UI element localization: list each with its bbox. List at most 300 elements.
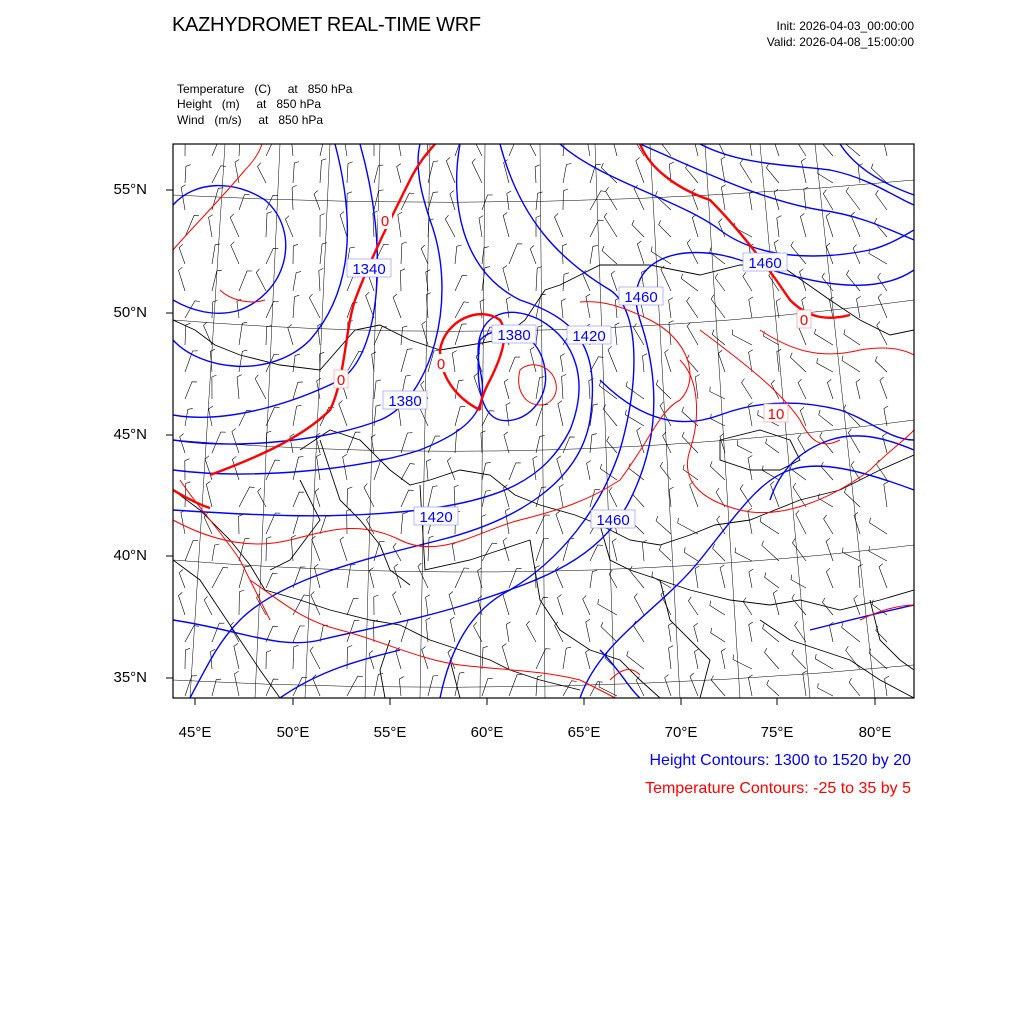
wind-barb — [711, 628, 725, 642]
wind-barb — [590, 434, 597, 453]
wind-barb — [800, 214, 806, 238]
wind-barb — [401, 349, 412, 372]
wind-barb — [790, 464, 806, 480]
wind-barb — [743, 272, 752, 291]
wind-barb — [340, 537, 347, 561]
height-label-1460-north: 1460 — [624, 289, 658, 306]
height-label-1380: 1380 — [388, 393, 422, 410]
wind-barb — [422, 321, 428, 345]
wind-barb — [212, 679, 221, 696]
wind-barb — [291, 135, 296, 156]
wind-barb — [710, 601, 725, 615]
wind-barb — [482, 411, 494, 426]
wind-barb — [634, 593, 644, 615]
wind-barb — [179, 592, 186, 615]
wind-barb — [204, 513, 212, 534]
wind-barb — [293, 162, 299, 183]
wind-barb — [455, 324, 467, 345]
wind-barb — [398, 136, 402, 156]
lon-label-55: 55°E — [373, 724, 407, 741]
wind-barb — [687, 322, 698, 345]
wind-barb — [815, 654, 833, 669]
wind-barb — [234, 643, 239, 669]
wind-barb — [320, 214, 325, 237]
wind-barb — [258, 488, 266, 507]
wind-barb — [712, 330, 725, 345]
wind-barb — [528, 137, 536, 156]
wind-barb — [796, 510, 806, 534]
wind-barb — [824, 515, 833, 534]
wind-barb — [798, 379, 806, 399]
wind-barb — [777, 216, 782, 237]
wind-barb — [606, 187, 617, 210]
wind-barb — [428, 192, 438, 210]
wind-barb — [844, 488, 860, 507]
wind-barb — [590, 245, 598, 264]
wind-barb — [266, 135, 281, 156]
wind-barb — [720, 565, 725, 588]
wind-barb — [239, 514, 244, 534]
wind-barb — [615, 323, 619, 345]
wind-barb — [558, 401, 563, 426]
lon-label-50: 50°E — [276, 724, 310, 741]
wind-barb — [266, 650, 271, 669]
wind-barb — [590, 191, 606, 210]
wind-barb — [347, 564, 356, 588]
wind-barb — [293, 457, 303, 481]
wind-barb — [586, 649, 590, 669]
wind-barb — [821, 137, 834, 156]
height-label-1460-ne: 1460 — [748, 255, 782, 272]
wind-barb — [555, 622, 563, 642]
wind-barb — [749, 191, 753, 210]
wind-barb — [562, 374, 567, 399]
wind-barb — [293, 516, 303, 534]
height-label-1420: 1420 — [419, 509, 453, 526]
wind-barb — [179, 570, 185, 589]
wind-barb — [530, 246, 536, 265]
wind-barb — [611, 271, 617, 291]
wind-barb — [590, 357, 603, 372]
lon-label-45: 45°E — [178, 724, 212, 741]
wind-barb — [401, 242, 407, 264]
wind-barb — [426, 270, 430, 291]
wind-barb — [715, 274, 725, 291]
wind-barb — [369, 651, 374, 670]
wind-barb — [428, 676, 438, 697]
wind-barb — [401, 433, 412, 453]
wind-barb — [587, 135, 591, 156]
wind-barb — [206, 481, 212, 507]
wind-barb — [315, 488, 320, 507]
wind-barb — [239, 271, 252, 291]
wind-barb — [428, 486, 438, 507]
wind-barb — [231, 242, 239, 264]
temp-label-0-b: 0 — [336, 372, 346, 389]
wind-barb — [846, 270, 860, 291]
wind-barb — [455, 275, 467, 291]
wind-barb — [762, 465, 779, 480]
wind-barb — [179, 244, 185, 264]
wind-barb — [635, 137, 644, 156]
wind-barb — [669, 487, 673, 507]
wind-barb — [418, 563, 428, 588]
map-frame — [173, 144, 914, 698]
wind-barb — [762, 541, 779, 561]
lat-label-35: 35°N — [113, 669, 147, 686]
wind-barb — [879, 564, 887, 588]
wind-barb — [748, 456, 752, 481]
wind-barb — [239, 590, 244, 615]
wind-barb — [869, 249, 887, 265]
wind-barb — [205, 456, 212, 480]
wind-barb — [400, 269, 405, 291]
wind-barb — [482, 490, 491, 507]
temperature-contours — [173, 144, 914, 698]
wind-barb — [732, 330, 752, 345]
lat-label-55: 55°N — [113, 181, 147, 198]
height-label-1420-east: 1420 — [572, 328, 606, 345]
height-contour-labels — [347, 253, 787, 529]
wind-barb — [339, 401, 347, 427]
wind-barb — [530, 347, 536, 372]
wind-barb — [401, 490, 414, 507]
wind-barb — [293, 405, 302, 426]
wind-barb — [688, 597, 698, 615]
wind-barb — [767, 680, 779, 696]
wind-barb — [870, 518, 888, 534]
wind-barb — [450, 191, 455, 210]
wind-barb — [792, 594, 806, 615]
wind-barb — [502, 644, 509, 670]
wind-barb — [562, 244, 567, 264]
wind-barb — [599, 381, 617, 399]
wind-barb — [482, 195, 493, 210]
wind-barb — [668, 623, 672, 642]
wind-barb — [482, 515, 487, 534]
wind-barb — [563, 189, 568, 210]
wind-barb — [319, 268, 324, 291]
wind-barb — [310, 647, 320, 669]
wind-barb — [347, 598, 359, 615]
wind-barb — [185, 648, 190, 669]
wind-barb — [849, 678, 860, 696]
wind-barb — [818, 493, 833, 507]
height-label-1340: 1340 — [352, 261, 386, 278]
wind-barb — [256, 269, 266, 291]
lon-label-70: 70°E — [664, 724, 698, 741]
wind-barb — [180, 434, 185, 453]
lat-label-45: 45°N — [113, 426, 147, 443]
wind-barb — [590, 570, 597, 588]
wind-barb — [266, 573, 278, 588]
wind-barb — [608, 346, 617, 372]
wind-barb — [695, 566, 699, 588]
wind-barb — [450, 617, 455, 642]
wind-barb — [876, 190, 887, 210]
wind-barb — [293, 595, 309, 615]
wind-barb — [561, 299, 565, 318]
wind-barb — [374, 674, 383, 697]
wind-barb — [185, 134, 190, 156]
wind-barb — [314, 191, 320, 210]
wind-barb — [472, 159, 482, 183]
wind-barb — [735, 548, 752, 562]
wind-barb — [627, 651, 644, 669]
wind-barb — [311, 591, 320, 615]
wind-barb — [421, 245, 428, 264]
wind-barb — [482, 462, 491, 480]
wind-barb — [533, 456, 537, 480]
wind-barb — [293, 626, 305, 642]
wind-barb — [285, 216, 293, 237]
wind-barb — [293, 272, 301, 291]
wind-barb — [559, 484, 563, 507]
wind-barb — [506, 403, 510, 427]
wind-barb — [791, 241, 806, 264]
wind-barb — [212, 544, 219, 561]
wind-barb — [817, 358, 833, 372]
wind-barb — [536, 192, 543, 210]
height-legend: Height Contours: 1300 to 1520 by 20 — [649, 752, 911, 769]
wind-barb — [843, 548, 860, 562]
wind-barb — [536, 597, 548, 615]
wind-barb — [506, 622, 510, 642]
wind-barb — [719, 219, 725, 237]
wind-barb — [393, 294, 401, 318]
wind-barb — [398, 212, 402, 237]
wind-barb — [212, 432, 226, 453]
wind-barb — [185, 382, 197, 399]
wind-barb — [347, 487, 352, 507]
wind-barb — [239, 195, 250, 210]
wind-barb — [364, 484, 374, 507]
wind-barb — [181, 510, 185, 534]
wind-barb — [766, 438, 779, 453]
wind-barb — [344, 137, 348, 156]
wind-barb — [846, 187, 860, 210]
wind-barb — [255, 375, 266, 399]
wind-barb — [503, 266, 509, 292]
wind-barb — [481, 431, 486, 453]
wind-barb — [445, 215, 455, 237]
wind-barb — [586, 294, 590, 318]
wind-barb — [266, 513, 280, 534]
wind-barb — [185, 459, 190, 480]
wind-barb — [204, 596, 212, 615]
wind-barb — [643, 354, 648, 372]
wind-barb — [590, 682, 603, 696]
wind-barb — [374, 136, 379, 156]
wind-barb — [711, 676, 725, 697]
wind-barb — [237, 299, 241, 318]
wind-barb — [678, 518, 698, 534]
wind-barb — [239, 322, 247, 345]
wind-barb — [602, 246, 617, 264]
init-time: Init: 2026-04-03_00:00:00 — [776, 19, 914, 33]
wind-barb — [637, 427, 644, 453]
wind-barb — [234, 671, 239, 696]
wind-barb — [609, 487, 617, 507]
wind-barb — [563, 538, 574, 561]
wind-barb — [509, 675, 522, 697]
wind-barb — [373, 620, 378, 642]
lat-label-40: 40°N — [113, 547, 147, 564]
wind-barb — [827, 379, 833, 399]
wind-barb — [773, 590, 779, 615]
wind-barb — [320, 243, 327, 264]
wind-barb — [586, 619, 590, 642]
wind-barb — [694, 623, 698, 642]
wind-barb — [266, 325, 271, 345]
wind-barb — [232, 429, 239, 454]
wind-barb — [630, 566, 644, 588]
wind-barb — [506, 297, 510, 318]
wind-barb — [452, 542, 456, 561]
wind-barb — [399, 677, 404, 696]
wind-barb — [733, 655, 752, 669]
wind-barb — [309, 294, 320, 318]
wind-barb — [426, 595, 430, 615]
temp-label-10: 10 — [767, 406, 785, 423]
wind-barb — [237, 375, 242, 399]
wind-barb — [692, 215, 698, 238]
wind-barb — [875, 356, 887, 372]
wind-barb — [212, 244, 220, 264]
wind-barb — [826, 538, 833, 561]
wind-barb — [607, 436, 617, 453]
wind-barb — [763, 624, 779, 642]
wind-barb — [656, 191, 672, 210]
wind-barb — [536, 377, 544, 399]
wind-barb — [795, 621, 806, 642]
wind-barb — [669, 298, 673, 318]
wind-barb — [503, 538, 509, 561]
wind-barb — [710, 461, 725, 480]
wind-barb — [848, 429, 860, 453]
field-temperature: Temperature (C) at 850 hPa — [177, 82, 353, 96]
wind-barb — [312, 536, 320, 561]
wind-barb — [320, 134, 330, 156]
wind-barb — [446, 158, 455, 184]
wind-barb — [292, 185, 297, 210]
wind-barb — [792, 650, 806, 669]
wind-barb — [563, 134, 570, 156]
wind-barb — [449, 592, 455, 616]
wind-barb — [826, 213, 833, 237]
wind-barb — [611, 130, 617, 156]
wind-barb — [558, 595, 564, 616]
wind-barb — [695, 649, 699, 669]
wind-barb — [185, 626, 199, 642]
wind-barb — [374, 459, 386, 480]
wind-barb — [583, 595, 590, 615]
wind-barb — [185, 165, 191, 183]
wind-barb — [687, 239, 698, 264]
wind-barb — [506, 508, 510, 534]
field-height: Height (m) at 850 hPa — [177, 97, 322, 111]
wind-barb — [455, 302, 469, 318]
wind-barb — [815, 329, 833, 345]
wind-barb — [749, 622, 753, 642]
lon-label-65: 65°E — [567, 724, 601, 741]
temp-label-0-c: 0 — [436, 356, 446, 373]
lon-label-80: 80°E — [858, 724, 892, 741]
wind-barb — [239, 135, 245, 157]
wind-barb — [798, 434, 806, 453]
wind-barb — [604, 213, 617, 237]
wind-barb — [479, 216, 483, 237]
wind-barb — [426, 459, 431, 480]
wind-barb — [713, 544, 725, 561]
wind-barb — [660, 402, 671, 426]
height-label-1380-center: 1380 — [497, 327, 531, 344]
wind-barb — [681, 274, 698, 291]
wind-barb — [266, 212, 272, 237]
wind-barb — [374, 380, 381, 399]
wind-barb — [760, 517, 779, 534]
wind-barb — [665, 349, 671, 372]
wind-barb — [743, 598, 752, 616]
wind-barb — [883, 433, 887, 453]
wind-barb — [509, 138, 522, 156]
lon-label-75: 75°E — [760, 724, 794, 741]
wind-barb — [793, 483, 806, 507]
wind-barb — [239, 350, 247, 372]
wind-barb — [239, 487, 255, 507]
wind-barb — [209, 215, 213, 237]
temp-label-0-d: 0 — [799, 312, 809, 329]
wind-barb — [266, 537, 271, 561]
wind-barb — [687, 297, 698, 318]
wind-barb — [185, 541, 198, 562]
wind-barb — [878, 294, 887, 318]
wind-barb — [509, 357, 520, 372]
wind-barb — [340, 212, 347, 237]
wind-barb — [659, 545, 671, 561]
wind-barb — [179, 267, 186, 291]
wind-barb — [636, 158, 644, 184]
wind-barb — [710, 387, 725, 399]
wind-barb — [626, 381, 644, 399]
wind-barb — [293, 295, 299, 318]
wind-barb — [669, 646, 673, 669]
wind-barb — [612, 539, 617, 561]
wind-barb — [711, 295, 725, 318]
wind-barb — [560, 354, 564, 372]
wind-barb — [684, 547, 698, 561]
temperature-legend: Temperature Contours: -25 to 35 by 5 — [645, 780, 911, 797]
wind-barb — [556, 511, 563, 534]
wind-barb — [563, 647, 571, 669]
wind-barb — [212, 375, 217, 399]
wind-barb — [374, 405, 381, 426]
wind-barb — [842, 623, 860, 642]
valid-time: Valid: 2026-04-08_15:00:00 — [766, 35, 914, 49]
wind-barb — [771, 380, 779, 399]
wind-barb — [509, 463, 521, 480]
wind-barb — [347, 162, 353, 183]
wind-barb — [740, 160, 752, 184]
wind-barb — [766, 163, 779, 183]
wind-barb — [507, 191, 511, 210]
wind-barb — [401, 512, 408, 534]
wind-barb — [258, 163, 267, 183]
wind-barb — [347, 509, 352, 534]
wind-barb — [776, 299, 780, 319]
wind-barb — [452, 351, 456, 372]
wind-barb — [842, 356, 860, 372]
